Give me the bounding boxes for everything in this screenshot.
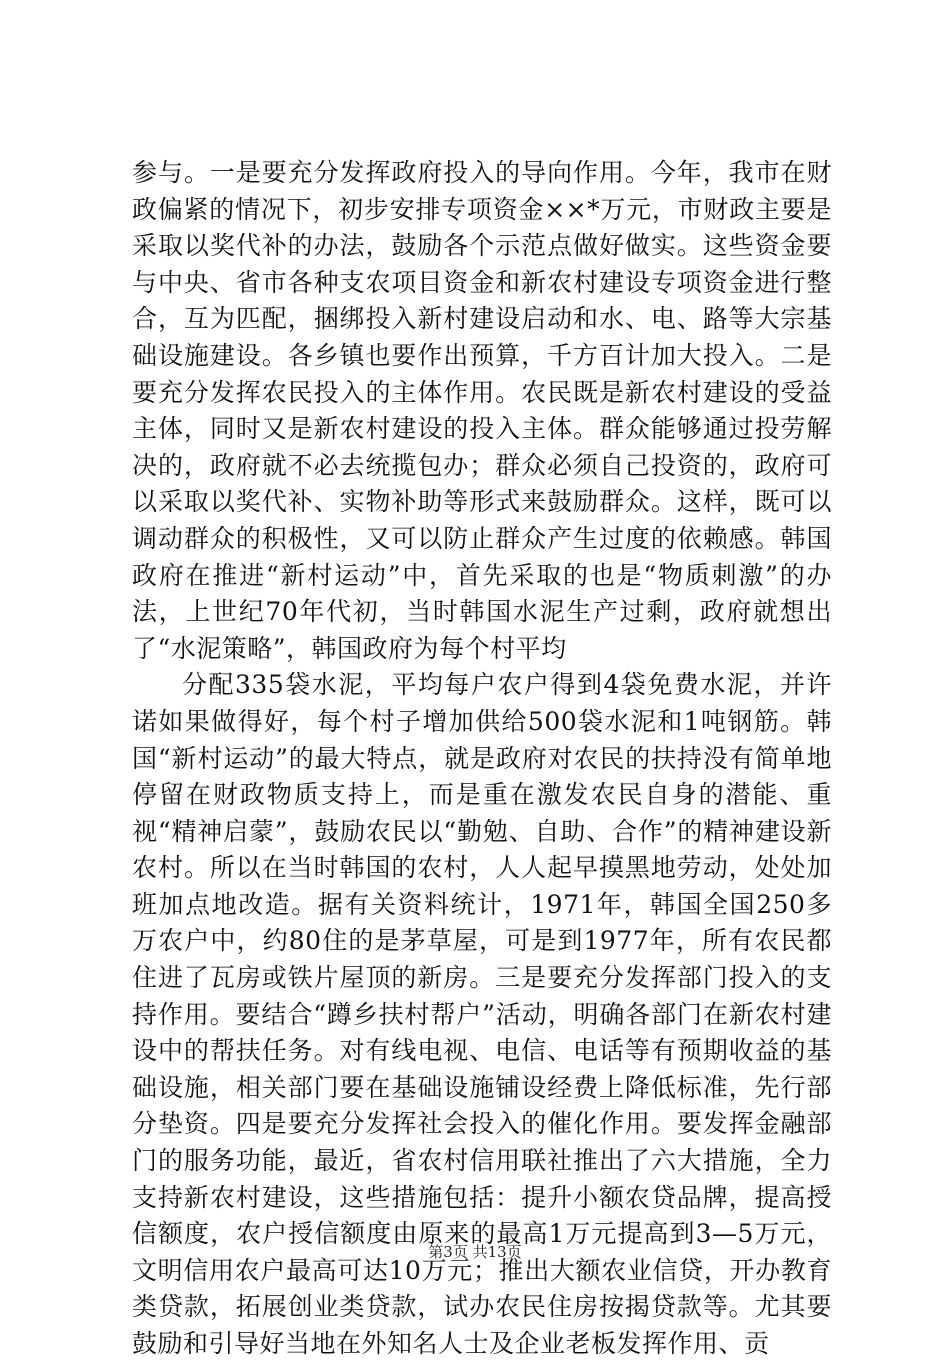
paragraph-1: 参与。一是要充分发挥政府投入的导向作用。今年，我市在财政偏紧的情况下，初步安排专项资金××*万元，市财政主要是采取以奖代补的办法，鼓励各个示范点做好做实。这些资金要与中央、省市各种支农项目资金和新农村建设专项资金进行整合，互为匹配，捆绑投入新村建设启动和水、电、路等大宗基础设施建设。各乡镇也要作出预算，千方百计加大投入。二是要充分发挥农民投入的主体作用。农民既是新农村建设的受益主体，同时又是新农村建设的投入主体。群众能够通过投劳解决的，政府就不必去统揽包办；群众必须自己投资的，政府可以采取以奖代补、实物补助等形式来鼓励群众。这样，既可以调动群众的积极性，又可以防止群众产生过度的依赖感。韩国政府在推进“新村运动”中，首先采取的也是“物质刺激”的办法，上世纪70年代初，当时韩国水泥生产过剩，政府就想出了“水泥策略”，韩国政府为每个村平均 [132, 158, 832, 663]
body-text [132, 155, 832, 1363]
page-footer: 第3页 共13页 [428, 1243, 522, 1261]
paragraph-2: 分配335袋水泥，平均每户农户得到4袋免费水泥，并许诺如果做得好，每个村子增加供给500袋水泥和1吨钢筋。韩国“新村运动”的最大特点，就是政府对农民的扶持没有简单地停留在财政物质支持上，而是重在激发农民自身的潜能、重视“精神启蒙”，鼓励农民以“勤勉、自助、合作”的精神建设新农村。所以在当时韩国的农村，人人起早摸黑地劳动，处处加班加点地改造。据有关资料统计，1971年，韩国全国250多万农户中，约80住的是茅草屋，可是到1977年，所有农民都住进了瓦房或铁片屋顶的新房。三是要充分发挥部门投入的支持作用。要结合“蹲乡扶村帮户”活动，明确各部门在新农村建设中的帮扶任务。对有线电视、电信、电话等有预期收益的基础设施，相关部门要在基础设施铺设经费上降低标准，先行部分垫资。四是要充分发挥社会投入的催化作用。要发挥金融部门的服务功能，最近，省农村信用联社推出了六大措施，全力支持新农村建设，这些措施包括：提升小额农贷品牌，提高授信额度，农户授信额度由原来的最高1万元提高到3—5万元，文明信用农户最高可达10万元；推出大额农业信贷，开办教育类贷款，拓展创业类贷款，试办农民住房按揭贷款等。尤其要鼓励和引导好当地在外知名人士及企业老板发挥作用、贡 [132, 670, 832, 1358]
